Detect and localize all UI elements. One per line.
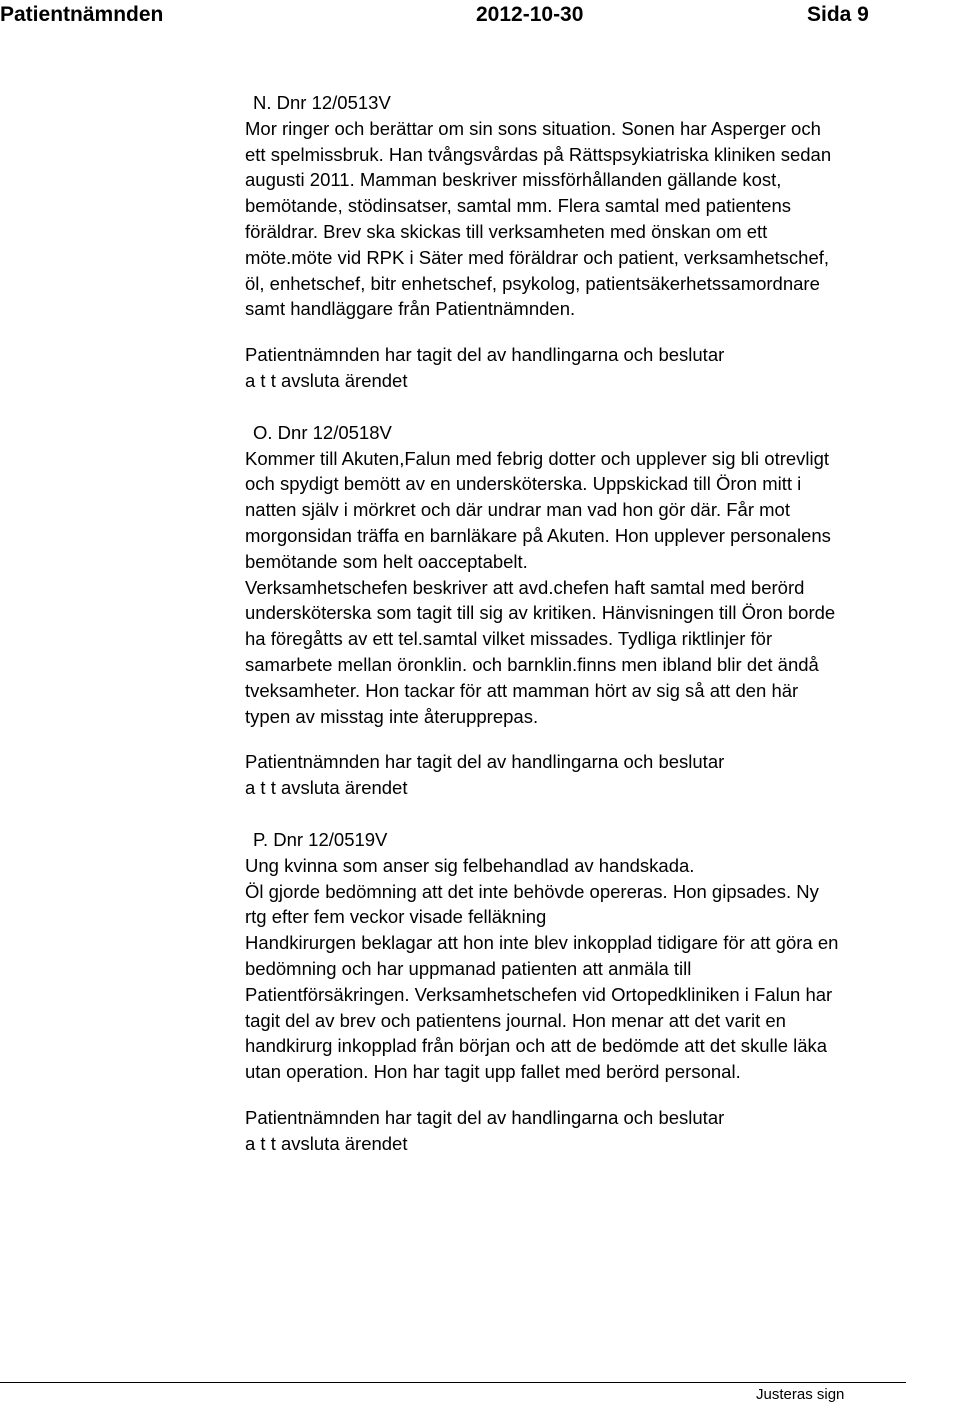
case-n <box>245 90 960 420</box>
header-page-number: Sida 9 <box>807 3 869 26</box>
case-text-line: bemötande som helt oacceptabelt. <box>245 550 528 572</box>
case-text-line: Kommer till Akuten,Falun med febrig dotter och upplever sig bli otrevligt <box>245 447 830 469</box>
case-decision: Patientnämnden har tagit del av handlingarna och beslutar <box>245 1106 725 1128</box>
case-text-line: undersköterska som tagit till sig av kritiken. Hänvisningen till Öron borde <box>245 602 836 624</box>
case-text-line: föräldrar. Brev ska skickas till verksamheten med önskan om ett <box>245 220 768 242</box>
signature-line <box>0 1382 906 1383</box>
case-text-line: typen av misstag inte återupprepas. <box>245 705 539 727</box>
case-text-line: bemötande, stödinsatser, samtal mm. Flera samtal med patientens <box>245 195 792 217</box>
case-text-line: utan operation. Hon har tagit upp fallet med berörd personal. <box>245 1061 741 1083</box>
case-text-line: Ung kvinna som anser sig felbehandlad av handskada. <box>245 854 695 876</box>
case-text-line: augusti 2011. Mamman beskriver missförhållanden gällande kost, <box>245 169 782 191</box>
document-body <box>245 90 960 1156</box>
case-text-line: rtg efter fem veckor visade felläkning <box>245 906 547 928</box>
case-decision: Patientnämnden har tagit del av handlingarna och beslutar <box>245 344 725 366</box>
case-text-line: ha föregåtts av ett tel.samtal vilket missades. Tydliga riktlinjer för <box>245 628 773 650</box>
case-text-line: handkirurg inkopplad från början och att de bedömde att det skulle läka <box>245 1035 828 1057</box>
case-text-line: tagit del av brev och patientens journal. Hon menar att det varit en <box>245 1009 786 1031</box>
case-title: N. Dnr 12/0513V <box>253 92 391 113</box>
case-text-line: och spydigt bemött av en undersköterska. Uppskickad till Öron mitt i <box>245 473 802 495</box>
case-title: P. Dnr 12/0519V <box>253 828 388 850</box>
case-text-line: samt handläggare från Patientnämnden. <box>245 298 576 320</box>
case-text-line: Mor ringer och berättar om sin sons situation. Sonen har Asperger och <box>245 117 821 139</box>
header-date: 2012-10-30 <box>476 3 584 26</box>
case-decision-action: a t t avsluta ärendet <box>245 777 408 799</box>
header-organization: Patientnämnden <box>0 3 164 26</box>
case-text-line: Öl gjorde bedömning att det inte behövde opereras. Hon gipsades. Ny <box>245 880 819 902</box>
case-text-line: Patientförsäkringen. Verksamhetschefen vid Ortopedkliniken i Falun har <box>245 983 833 1005</box>
case-text-line: natten själv i mörkret och där undrar man vad hon gör där. Får mot <box>245 499 790 521</box>
case-decision-action: a t t avsluta ärendet <box>245 1132 408 1154</box>
case-text-line: öl, enhetschef, bitr enhetschef, psykolog, patientsäkerhetssamordnare <box>245 272 820 294</box>
case-text-line: tveksamheter. Hon tackar för att mamman hört av sig så att den här <box>245 679 799 701</box>
case-text-line: ett spelmissbruk. Han tvångsvårdas på Rättspsykiatriska kliniken sedan <box>245 143 832 165</box>
case-text-line: samarbete mellan öronklin. och barnklin.finns men ibland blir det ändå <box>245 653 819 675</box>
case-decision-action: a t t avsluta ärendet <box>245 369 408 391</box>
case-text-line: bedömning och har uppmanad patienten att anmäla till <box>245 957 692 979</box>
case-text-line: Handkirurgen beklagar att hon inte blev inkopplad tidigare för att göra en <box>245 932 839 954</box>
case-text-line: morgonsidan träffa en barnläkare på Akuten. Hon upplever personalens <box>245 524 831 546</box>
case-title: O. Dnr 12/0518V <box>253 421 392 443</box>
case-decision: Patientnämnden har tagit del av handlingarna och beslutar <box>245 751 725 773</box>
case-o <box>245 420 960 827</box>
case-text-line: möte.möte vid RPK i Säter med föräldrar och patient, verksamhetschef, <box>245 246 830 268</box>
signature-label: Justeras sign <box>756 1386 845 1403</box>
case-text-line: Verksamhetschefen beskriver att avd.chefen haft samtal med berörd <box>245 576 805 598</box>
case-p <box>245 827 960 1157</box>
page-header <box>0 2 960 28</box>
